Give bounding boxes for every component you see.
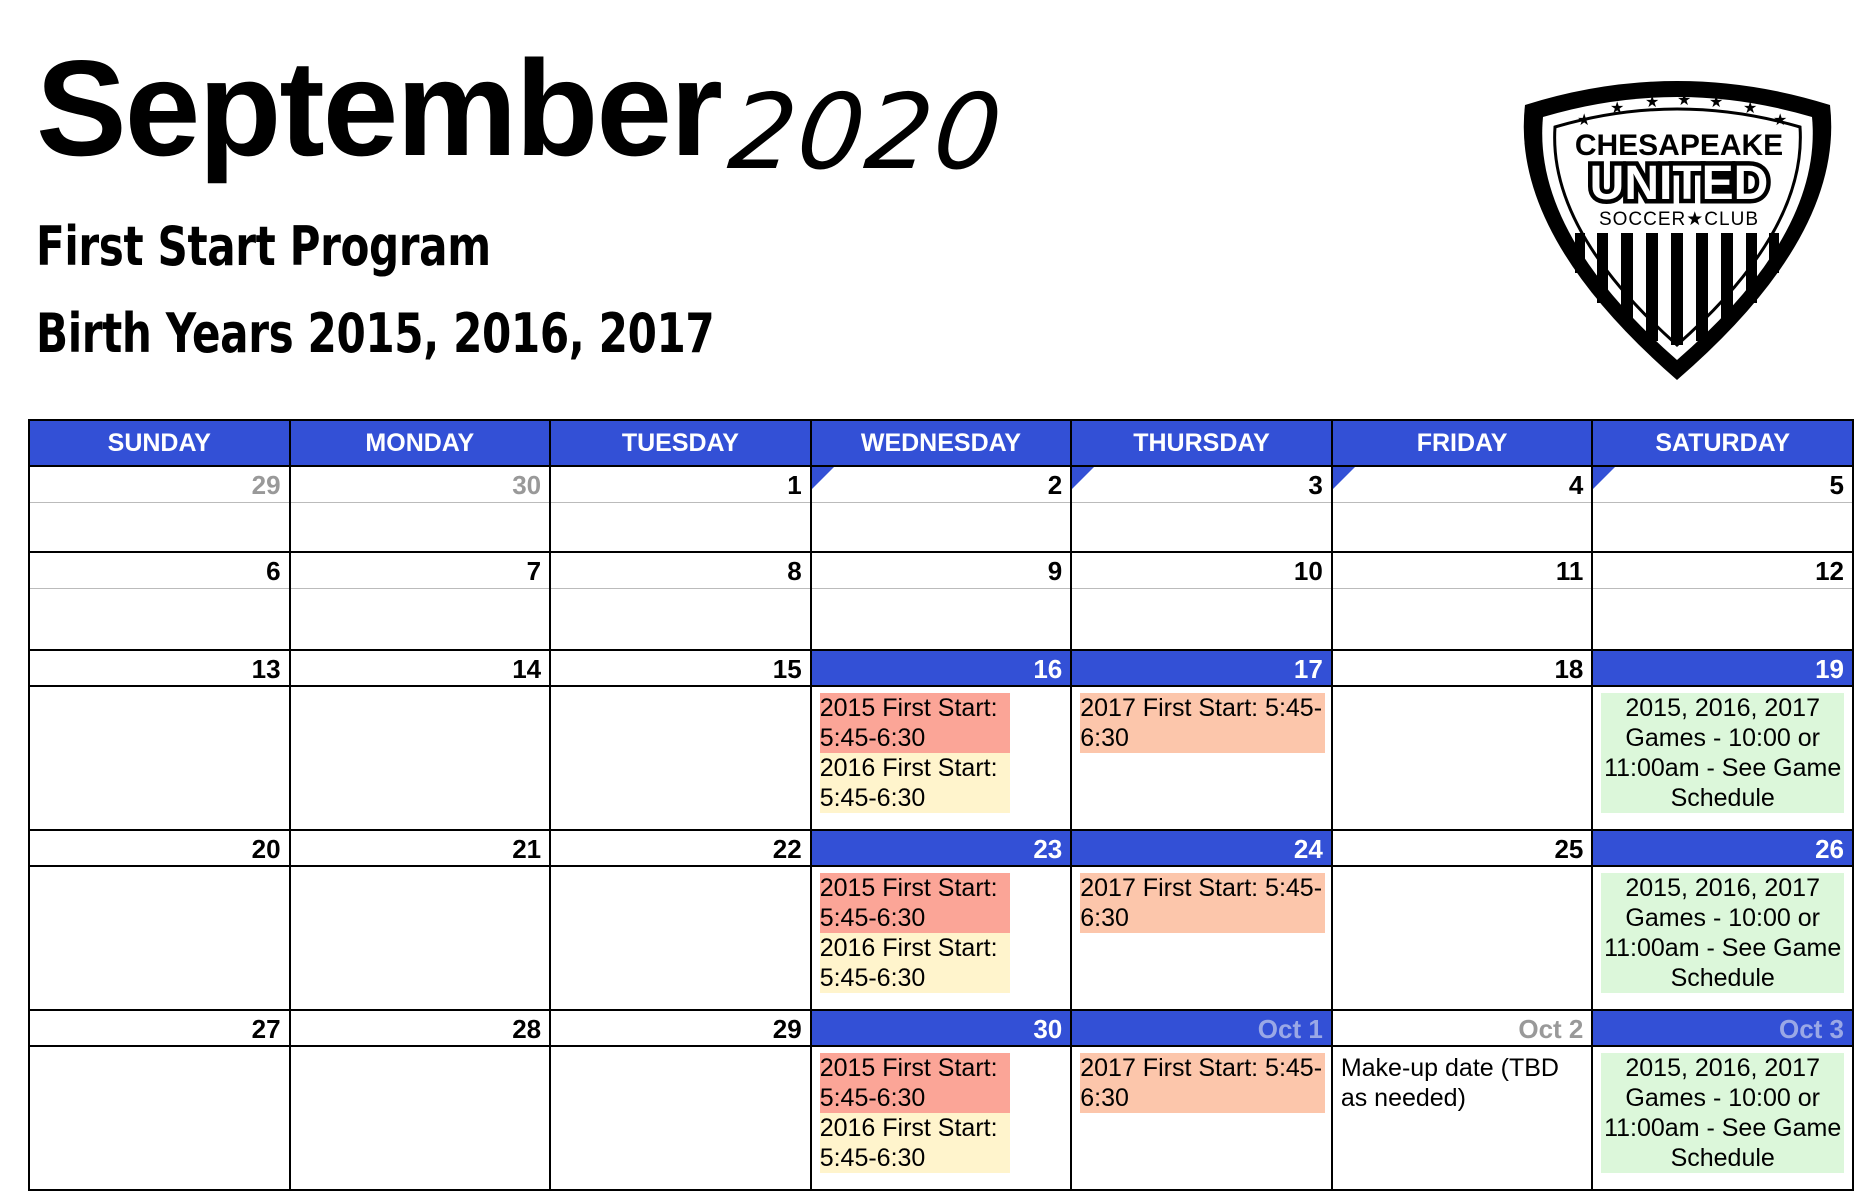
day-cell[interactable] — [550, 466, 811, 552]
event-text: 2016 First Start: 5:45-6:30 — [820, 753, 1010, 813]
event-green[interactable] — [1601, 693, 1844, 813]
day-events — [812, 693, 1071, 829]
svg-text:★: ★ — [1743, 98, 1758, 117]
event-yellow[interactable] — [820, 753, 1063, 813]
event-text: 2017 First Start: 5:45-6:30 — [1080, 693, 1325, 753]
day-cell[interactable] — [550, 830, 811, 1010]
event-text: 2015, 2016, 2017 Games - 10:00 or 11:00am - See Game Schedule — [1601, 873, 1844, 993]
day-cell[interactable] — [290, 552, 551, 650]
day-number: 6 — [30, 553, 289, 589]
svg-text:★: ★ — [1645, 92, 1660, 111]
day-cell[interactable] — [290, 830, 551, 1010]
day-number: 13 — [30, 651, 289, 687]
event-salmon[interactable] — [1080, 1053, 1323, 1113]
day-number: 29 — [30, 467, 289, 503]
day-cell[interactable] — [1071, 830, 1332, 1010]
day-events — [1333, 687, 1592, 823]
event-red[interactable] — [820, 873, 1063, 933]
day-cell[interactable] — [1332, 466, 1593, 552]
day-events — [1593, 873, 1852, 1009]
day-events — [551, 503, 810, 551]
svg-text:★: ★ — [1610, 98, 1625, 117]
day-cell[interactable] — [1592, 552, 1853, 650]
day-number: 3 — [1072, 467, 1331, 503]
event-red[interactable] — [820, 1053, 1063, 1113]
day-number: 16 — [812, 651, 1071, 687]
shield-stripes — [1575, 233, 1779, 345]
day-events — [1072, 1053, 1331, 1189]
day-events — [1333, 589, 1592, 649]
day-events — [551, 1047, 810, 1183]
day-events — [1333, 1053, 1592, 1189]
day-number: 18 — [1333, 651, 1592, 687]
day-events — [1593, 589, 1852, 649]
day-number: 25 — [1333, 831, 1592, 867]
day-cell[interactable] — [811, 552, 1072, 650]
day-number: 12 — [1593, 553, 1852, 589]
svg-text:★: ★ — [1577, 110, 1592, 129]
day-cell[interactable] — [1592, 830, 1853, 1010]
day-number: Oct 1 — [1072, 1011, 1331, 1047]
day-events — [551, 867, 810, 1003]
logo-line2: UNITED — [1589, 157, 1769, 210]
weekday-thursday: THURSDAY — [1071, 420, 1332, 466]
day-number: 2 — [812, 467, 1071, 503]
day-number: 29 — [551, 1011, 810, 1047]
calendar-body — [29, 466, 1853, 1190]
day-events — [1072, 503, 1331, 551]
day-number: 24 — [1072, 831, 1331, 867]
day-number: 17 — [1072, 651, 1331, 687]
day-events — [1333, 867, 1592, 1003]
day-events — [291, 687, 550, 823]
day-events — [1072, 589, 1331, 649]
day-events — [551, 687, 810, 823]
day-number: 30 — [812, 1011, 1071, 1047]
svg-text:★: ★ — [1709, 92, 1724, 111]
calendar-grid — [28, 419, 1854, 1191]
corner-marker — [1333, 467, 1355, 489]
day-cell[interactable] — [290, 466, 551, 552]
day-events — [812, 1053, 1071, 1189]
day-events — [30, 867, 289, 1003]
week-row — [29, 1010, 1853, 1190]
week-row — [29, 830, 1853, 1010]
weekday-sunday: SUNDAY — [29, 420, 290, 466]
day-cell[interactable] — [29, 1010, 290, 1190]
day-number: 20 — [30, 831, 289, 867]
day-events — [30, 589, 289, 649]
day-events — [812, 589, 1071, 649]
day-cell[interactable] — [29, 552, 290, 650]
day-number: 9 — [812, 553, 1071, 589]
day-events — [291, 1047, 550, 1183]
corner-marker — [812, 467, 834, 489]
day-cell[interactable] — [811, 1010, 1072, 1190]
day-events — [812, 873, 1071, 1009]
day-events — [1593, 693, 1852, 829]
day-cell[interactable] — [1592, 1010, 1853, 1190]
day-number: 10 — [1072, 553, 1331, 589]
day-number: 23 — [812, 831, 1071, 867]
makeup-note[interactable] — [1341, 1053, 1584, 1113]
day-events — [30, 503, 289, 551]
event-red[interactable] — [820, 693, 1063, 753]
day-cell[interactable] — [1071, 466, 1332, 552]
day-cell[interactable] — [811, 466, 1072, 552]
day-cell[interactable] — [1332, 552, 1593, 650]
day-cell[interactable] — [29, 830, 290, 1010]
day-events — [30, 687, 289, 823]
svg-text:★: ★ — [1773, 110, 1788, 129]
event-text: 2015 First Start: 5:45-6:30 — [820, 1053, 1010, 1113]
day-number: 22 — [551, 831, 810, 867]
event-text: 2016 First Start: 5:45-6:30 — [820, 1113, 1010, 1173]
day-events — [1072, 873, 1331, 1009]
svg-text:★: ★ — [1677, 90, 1692, 109]
day-cell[interactable] — [1071, 650, 1332, 830]
day-cell[interactable] — [1332, 830, 1593, 1010]
club-logo — [1505, 75, 1850, 385]
day-cell[interactable] — [1071, 1010, 1332, 1190]
day-cell[interactable] — [811, 830, 1072, 1010]
corner-marker — [1072, 467, 1094, 489]
month-title: September — [36, 32, 721, 184]
event-text: 2017 First Start: 5:45-6:30 — [1080, 1053, 1325, 1113]
day-events — [291, 503, 550, 551]
day-number: 28 — [291, 1011, 550, 1047]
event-text: 2015 First Start: 5:45-6:30 — [820, 873, 1010, 933]
day-number: 26 — [1593, 831, 1852, 867]
day-cell[interactable] — [29, 466, 290, 552]
day-events — [291, 589, 550, 649]
day-number: 14 — [291, 651, 550, 687]
event-text: 2015, 2016, 2017 Games - 10:00 or 11:00am - See Game Schedule — [1601, 693, 1844, 813]
day-number: Oct 3 — [1593, 1011, 1852, 1047]
year-title: 2020 — [723, 71, 1010, 193]
logo-line1: CHESAPEAKE — [1574, 129, 1784, 162]
day-events — [812, 503, 1071, 551]
day-cell[interactable] — [29, 650, 290, 830]
day-events — [551, 589, 810, 649]
week-row — [29, 650, 1853, 830]
event-salmon[interactable] — [1080, 693, 1323, 753]
day-cell[interactable] — [290, 1010, 551, 1190]
weekday-wednesday: WEDNESDAY — [811, 420, 1072, 466]
weekday-saturday: SATURDAY — [1592, 420, 1853, 466]
day-number: 4 — [1333, 467, 1592, 503]
event-text: Make-up date (TBD as needed) — [1340, 1054, 1559, 1112]
weekday-header-row — [29, 420, 1853, 466]
day-number: 30 — [291, 467, 550, 503]
day-cell[interactable] — [1592, 466, 1853, 552]
week-row — [29, 552, 1853, 650]
day-number: 7 — [291, 553, 550, 589]
weekday-monday: MONDAY — [290, 420, 551, 466]
event-text: 2016 First Start: 5:45-6:30 — [820, 933, 1010, 993]
birth-years-subtitle: Birth Years 2015, 2016, 2017 — [36, 302, 715, 365]
day-number: 15 — [551, 651, 810, 687]
corner-marker — [1593, 467, 1615, 489]
event-yellow[interactable] — [820, 1113, 1063, 1173]
weekday-tuesday: TUESDAY — [550, 420, 811, 466]
day-number: 5 — [1593, 467, 1852, 503]
day-number: 8 — [551, 553, 810, 589]
day-number: 27 — [30, 1011, 289, 1047]
day-events — [1593, 503, 1852, 551]
event-yellow[interactable] — [820, 933, 1063, 993]
day-cell[interactable] — [1332, 650, 1593, 830]
day-number: 21 — [291, 831, 550, 867]
day-cell[interactable] — [550, 552, 811, 650]
day-cell[interactable] — [1071, 552, 1332, 650]
day-cell[interactable] — [550, 1010, 811, 1190]
day-number: 11 — [1333, 553, 1592, 589]
weekday-friday: FRIDAY — [1332, 420, 1593, 466]
event-green[interactable] — [1601, 1053, 1844, 1173]
day-cell[interactable] — [1592, 650, 1853, 830]
day-number: 19 — [1593, 651, 1852, 687]
event-text: 2017 First Start: 5:45-6:30 — [1080, 873, 1325, 933]
event-text: 2015, 2016, 2017 Games - 10:00 or 11:00am - See Game Schedule — [1601, 1053, 1844, 1173]
week-row — [29, 466, 1853, 552]
event-text: 2015 First Start: 5:45-6:30 — [820, 693, 1010, 753]
day-events — [291, 867, 550, 1003]
event-green[interactable] — [1601, 873, 1844, 993]
day-events — [1593, 1053, 1852, 1189]
day-events — [1333, 503, 1592, 551]
day-cell[interactable] — [1332, 1010, 1593, 1190]
day-number: 1 — [551, 467, 810, 503]
day-cell[interactable] — [290, 650, 551, 830]
day-cell[interactable] — [811, 650, 1072, 830]
day-events — [30, 1047, 289, 1183]
logo-line3: SOCCER★CLUB — [1598, 209, 1760, 230]
day-events — [1072, 693, 1331, 829]
day-cell[interactable] — [550, 650, 811, 830]
program-subtitle: First Start Program — [36, 215, 491, 278]
day-number: Oct 2 — [1333, 1011, 1592, 1047]
event-salmon[interactable] — [1080, 873, 1323, 933]
